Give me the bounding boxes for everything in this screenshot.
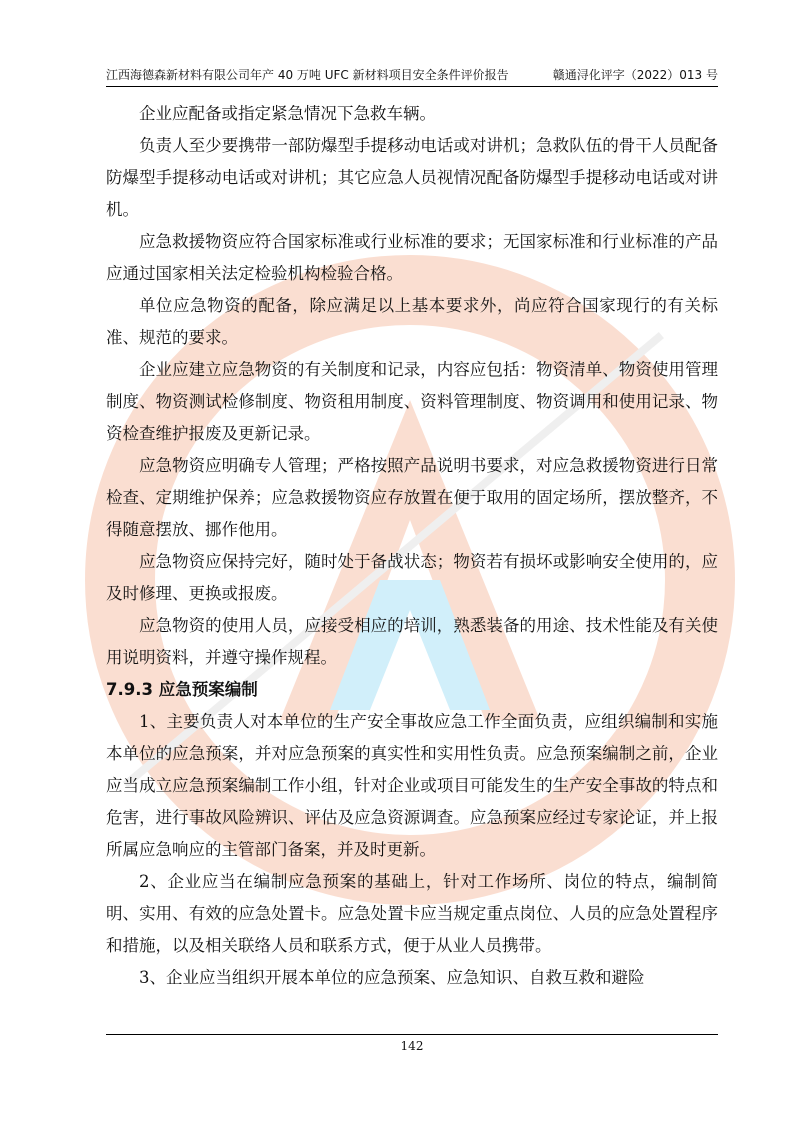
document-body [106,98,718,994]
header-document-number: 赣通浔化评字（2022）013 号 [552,68,718,82]
page-number: 142 [400,1039,424,1053]
header-rule [106,86,718,87]
paragraph: 应急物资的使用人员，应接受相应的培训，熟悉装备的用途、技术性能及有关使用说明资料，并遵守操作规程。 [106,616,718,667]
section-paragraph: 3、企业应当组织开展本单位的应急预案、应急知识、自救互救和避险 [139,968,645,987]
paragraph: 企业应建立应急物资的有关制度和记录，内容应包括：物资清单、物资使用管理制度、物资测试检修制度、物资租用制度、资料管理制度、物资调用和使用记录、物资检查维护报废及更新记录。 [106,360,718,443]
paragraph: 应急物资应明确专人管理；严格按照产品说明书要求，对应急救援物资进行日常检查、定期维护保养；应急救援物资应存放置在便于取用的固定场所，摆放整齐，不得随意摆放、挪作他用。 [106,456,718,539]
paragraph: 单位应急物资的配备，除应满足以上基本要求外，尚应符合国家现行的有关标准、规范的要求。 [106,296,718,347]
section-paragraph: 1、主要负责人对本单位的生产安全事故应急工作全面负责，应组织编制和实施本单位的应急预案，并对应急预案的真实性和实用性负责。应急预案编制之前，企业应当成立应急预案编制工作小组，针对企业或项目可能发生的生产安全事故的特点和危害，进行事故风险辨识、评估及应急资源调查。应急预案应经过专家论证，并上报所属应急响应的主管部门备案，并及时更新。 [106,712,718,859]
section-heading: 7.9.3 应急预案编制 [106,680,258,699]
footer-rule [106,1034,718,1035]
paragraph: 负责人至少要携带一部防爆型手提移动电话或对讲机；急救队伍的骨干人员配备防爆型手提移动电话或对讲机；其它应急人员视情况配备防爆型手提移动电话或对讲机。 [106,136,718,219]
paragraph: 企业应配备或指定紧急情况下急救车辆。 [139,104,436,123]
header-report-title: 江西海德森新材料有限公司年产 40 万吨 UFC 新材料项目安全条件评价报告 [106,68,509,82]
section-paragraph: 2、企业应当在编制应急预案的基础上，针对工作场所、岗位的特点，编制简明、实用、有效的应急处置卡。应急处置卡应当规定重点岗位、人员的应急处置程序和措施，以及相关联络人员和联系方式，便于从业人员携带。 [106,872,718,955]
paragraph: 应急救援物资应符合国家标准或行业标准的要求；无国家标准和行业标准的产品应通过国家相关法定检验机构检验合格。 [106,232,718,283]
paragraph: 应急物资应保持完好，随时处于备战状态；物资若有损坏或影响安全使用的，应及时修理、更换或报废。 [106,552,718,603]
